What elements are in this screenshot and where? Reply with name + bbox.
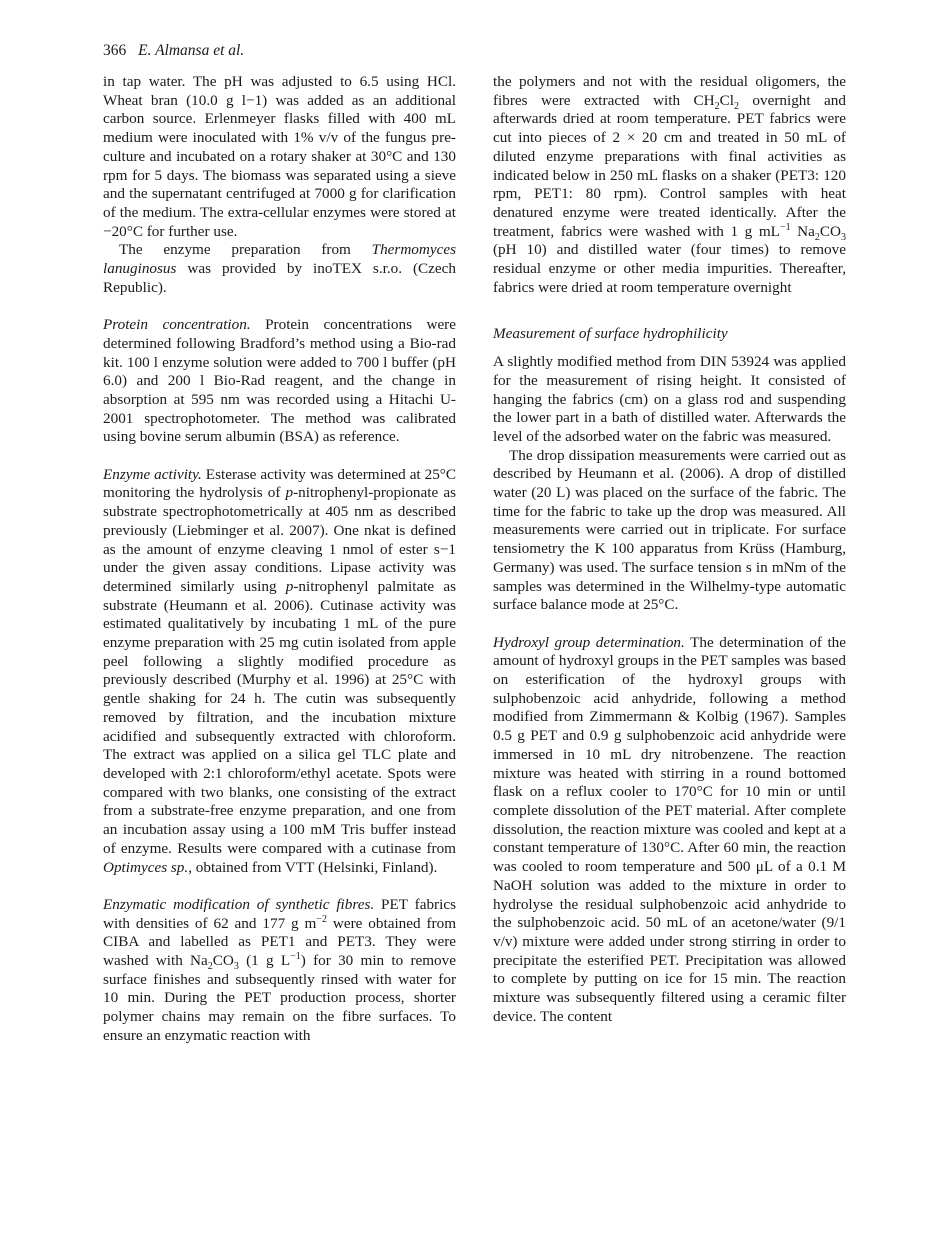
- fibre-modification-paragraph: Enzymatic modification of synthetic fibres. PET fabrics with densities of 62 and 177 g $m^{-2}$ were obtained from CIBA and labelled as PET1 and PET3. They were washed with $Na_2CO_3$ (1 g $L^{-1}$) for 30 min to remove surface finishes and subsequently rinsed with water for 10 min. During the PET production process, shorter polymer chains may remain on the fibre surfaces. To ensure an enzymatic reaction with: [103, 895, 457, 1044]
- run-in-heading: Hydroxyl group determination.: [493, 633, 685, 651]
- hydroxyl-paragraph: Hydroxyl group determination. The determination of the amount of hydroxyl groups in the PET samples was based on esterification of the hydroxyl groups with sulphobenzoic acid anhydride, following a method modified from Zimmermann & Kolbig (1967). Samples 0.5 g PET and 0.9 g sulphobenzoic acid anhydride were immersed in 10 mL dry nitrobenzene. The reaction mixture was heated with stirring in a round bottomed flask on a reflux cooler to 170°C for 10 min or until complete dissolution of the PET material. After complete dissolution, the reaction mixture was cooled and kept at a constant temperature of 130°C. After 60 min, the reaction was cooled to room temperature and 500 μL of a 0.1 M NaOH solution was added to the mixture in order to hydrolyse the residual sulphobenzoic acid anhydride to the sulphobenzoic acid. 50 mL of an acetone/water (9/1 v/v) mixture were added under strong stirring in order to precipitate the esterified PET. Precipitation was allowed to complete by putting on ice for 15 min. The reaction mixture was subsequently filtered using a ceramic filter device. The content: [493, 633, 847, 1025]
- section-heading: Measurement of surface hydrophilicity: [493, 325, 728, 343]
- run-in-heading: Enzymatic modification of synthetic fibres.: [103, 895, 375, 913]
- enzyme-source-paragraph: The enzyme preparation from Thermomyces lanuginosus was provided by inoTEX s.r.o. (Czech Republic).: [103, 241, 456, 296]
- rising-height-paragraph: A slightly modified method from DIN 53924 was applied for the measurement of rising height. It consisted of hanging the fabrics (cm) on a glass rod and suspending the lower part in a bath of distilled water. Afterwards the level of the adsorbed water on the fabric was measured.: [493, 353, 846, 445]
- drop-dissipation-paragraph: The drop dissipation measurements were carried out as described by Heumann et al. (2006). A drop of distilled water (20 L) was placed on the surface of the fabric. The time for the fabric to take up the drop was measured. All measurements were carried out in triplicate. For surface tensiometry the K 100 apparatus from Krüss (Hamburg, Germany) was used. The surface tension s in mNm of the samples was determined in the Wilhelmy-type automatic surface balance mode at 25°C.: [493, 446, 846, 614]
- running-header: [103, 40, 244, 62]
- left-column: [103, 73, 456, 1046]
- run-in-heading: Enzyme activity.: [103, 465, 202, 483]
- right-column: [493, 73, 846, 1026]
- treatment-paragraph: the polymers and not with the residual oligomers, the fibres were extracted with $CH_2Cl_2$ overnight and afterwards dried at room temperature. PET fabrics were cut into pieces of 2 × 20 cm and treated in 50 mL of diluted enzyme preparations with final activities as indicated below in 250 mL flasks on a shaker (PET3: 120 rpm, PET1: 80 rpm). Control samples with heat denatured enzyme were treated identically. After the treatment, fabrics were washed with 1 g $mL^{-1}$ $Na_2CO_3$ (pH 10) and distilled water (four times) to remove residual enzyme or other media impurities. Thereafter, fabrics were dried at room temperature overnight: [493, 73, 846, 296]
- culture-paragraph: in tap water. The pH was adjusted to 6.5 using HCl. Wheat bran (10.0 g l−1) was added as an additional carbon source. Erlenmeyer flasks filled with 400 mL medium were inoculated with 1% v/v of the fungus pre-culture and incubated on a rotary shaker at 30°C and 130 rpm for 5 days. The biomass was separated using a sieve and the supernatant centrifuged at 7000 g for clarification of the medium. The extra-cellular enzymes were stored at −20°C for further use.: [103, 73, 456, 240]
- enzyme-activity-paragraph: Enzyme activity. Esterase activity was determined at 25°C monitoring the hydrolysis of p-nitrophenyl-propionate as substrate spectrophotometrically at 405 nm as described previously (Liebminger et al. 2007). One nkat is defined as the amount of enzyme cleaving 1 nmol of ester s−1 under the given assay conditions. Lipase activity was determined similarly using p-nitrophenyl palmitate as substrate (Heumann et al. 2006). Cutinase activity was estimated qualitatively by incubating 1 mL of the pure enzyme preparation with 25 mg cutin isolated from apple peel following a slightly modified procedure as previously described (Murphy et al. 1996) at 25°C with gentle shaking for 24 h. The cutin was subsequently removed by filtration, and the incubation mixture acidified and subsequently extracted with chloroform. The extract was applied on a silica gel TLC plate and developed with 2:1 chloroform/ethyl acetate. Spots were compared with two blanks, one consisting of the extract from a substrate-free enzyme preparation, and one from an incubation assay using a 100 mM Tris buffer instead of enzyme. Results were compared with a cutinase from Optimyces sp., obtained from VTT (Helsinki, Finland).: [103, 465, 456, 876]
- run-in-heading: Protein concentration.: [103, 316, 251, 334]
- page-number: 366: [103, 42, 127, 59]
- running-author: E. Almansa et al.: [138, 42, 245, 59]
- protein-concentration-paragraph: Protein concentration. Protein concentrations were determined following Bradford’s method using a Bio-rad kit. 100 l enzyme solution were added to 700 l buffer (pH 6.0) and 200 l Bio-Rad reagent, and the change in absorption at 595 nm was recorded using a Hitachi U-2001 spectrophotometer. The method was calibrated using bovine serum albumin (BSA) as reference.: [103, 316, 456, 446]
